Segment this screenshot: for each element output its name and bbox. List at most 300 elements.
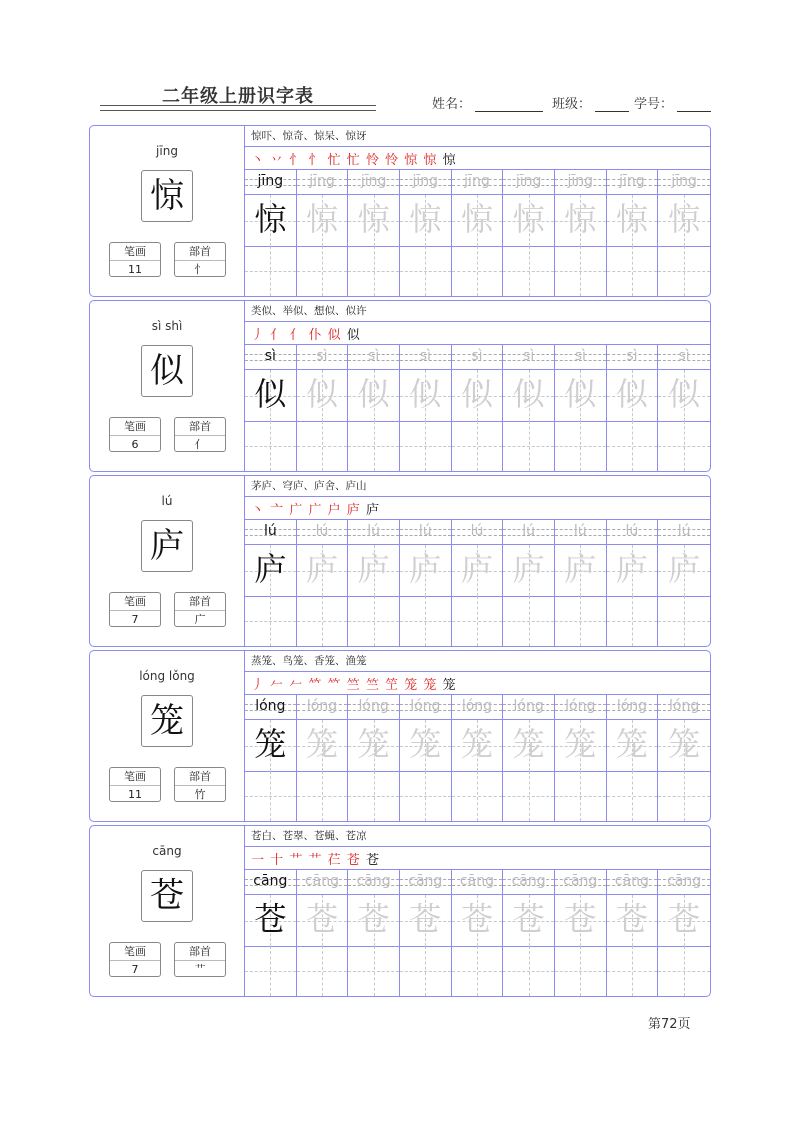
practice-cell[interactable] [297,170,349,296]
stroke-step: 忄 [308,153,323,168]
practice-cell[interactable] [297,870,349,996]
title-underline [100,105,376,111]
stroke-step: 竺 [346,678,361,693]
practice-character: 似 [564,375,597,413]
practice-character: 惊 [460,200,493,238]
practice-pinyin: jīng [464,173,490,189]
practice-pinyin: sì [471,348,483,364]
practice-panel [245,126,710,296]
practice-cell[interactable] [400,695,452,821]
main-character: 笼 [141,695,193,747]
writing-box[interactable] [452,771,503,821]
stroke-step: 怜 [385,153,400,168]
practice-cell[interactable] [297,520,349,646]
stroke-step: 庐 [346,503,361,518]
stroke-count: 7 [131,613,139,626]
stroke-step: 一 [251,853,266,868]
writing-box[interactable] [555,596,606,646]
practice-pinyin: jīng [257,173,284,189]
stroke-step: 丶 [251,503,266,518]
practice-pinyin: jīng [671,173,697,189]
stroke-count-box [109,592,161,627]
practice-character: 庐 [564,550,597,588]
radical-label: 部首 [175,943,225,961]
writing-box[interactable] [452,596,503,646]
radical-value: 亻 [194,438,206,451]
practice-character: 庐 [409,550,442,588]
practice-character: 苍 [668,900,701,938]
example-words: 茅庐、穹庐、庐舍、庐山 [251,480,367,492]
writing-box[interactable] [245,771,296,821]
radical-value: 竹 [194,788,206,801]
writing-box[interactable] [555,946,606,996]
stroke-step: 丶 [251,153,266,168]
practice-pinyin: sì [626,348,638,364]
practice-cell[interactable] [348,695,400,821]
character-info-panel [90,126,245,296]
stroke-step: 广 [308,503,323,518]
radical-label: 部首 [175,768,225,786]
class-field[interactable] [552,93,629,112]
stroke-count: 11 [128,263,142,276]
practice-pinyin: lú [677,523,691,539]
writing-box[interactable] [297,246,348,296]
writing-box[interactable] [348,246,399,296]
stroke-count: 11 [128,788,142,801]
practice-character: 庐 [460,550,493,588]
practice-cell[interactable] [658,695,710,821]
practice-cell[interactable] [297,345,349,471]
example-words: 蒸笼、鸟笼、香笼、渔笼 [251,655,367,667]
writing-box[interactable] [607,596,658,646]
pinyin-label: lóng lǒng [139,669,195,683]
stroke-step: 忙 [346,153,361,168]
stroke-step: 丷 [270,153,285,168]
practice-character: 惊 [564,200,597,238]
practice-cell[interactable] [245,520,297,646]
practice-cell[interactable] [607,870,659,996]
class-line[interactable] [595,99,629,112]
stroke-count-box [109,942,161,977]
writing-box[interactable] [297,771,348,821]
practice-grid [245,170,710,296]
writing-box[interactable] [503,596,554,646]
writing-box[interactable] [297,946,348,996]
practice-pinyin: lú [470,523,484,539]
practice-cell[interactable] [607,695,659,821]
stroke-step: 丿 [251,678,266,693]
student-id-line[interactable] [677,99,711,112]
practice-character: 苍 [512,900,545,938]
stroke-count-box [109,417,161,452]
practice-character: 惊 [512,200,545,238]
writing-box[interactable] [607,421,658,471]
stroke-step: 仆 [308,328,323,343]
writing-box[interactable] [245,596,296,646]
practice-pinyin: lú [573,523,587,539]
practice-character: 苍 [357,900,390,938]
practice-character: 苍 [564,900,597,938]
practice-character: 惊 [409,200,442,238]
stroke-step: 艹 [289,853,304,868]
practice-character: 似 [615,375,648,413]
practice-panel [245,301,710,471]
practice-character: 苍 [409,900,442,938]
name-field[interactable] [432,93,543,112]
stroke-step: 笼 [404,678,419,693]
stroke-step: 笼 [442,678,457,693]
writing-box[interactable] [400,946,451,996]
practice-pinyin: sì [419,348,431,364]
practice-pinyin: lóng [358,698,389,714]
practice-pinyin: jīng [619,173,645,189]
practice-pinyin: jīng [515,173,542,189]
practice-cell[interactable] [658,520,710,646]
writing-box[interactable] [503,771,554,821]
practice-cell[interactable] [658,345,710,471]
stroke-step: 广 [289,503,304,518]
practice-cell[interactable] [348,520,400,646]
radical-box [174,767,226,802]
stroke-step: 亠 [270,503,285,518]
stroke-step: 苍 [365,853,380,868]
stroke-step: 惊 [404,153,419,168]
practice-cell[interactable] [452,870,504,996]
writing-box[interactable] [503,946,554,996]
practice-pinyin: sì [678,348,690,364]
character-card [89,125,711,297]
practice-pinyin: cāng [253,873,288,889]
character-info-panel [90,651,245,821]
practice-cell[interactable] [503,345,555,471]
stroke-order [251,674,457,693]
character-card [89,650,711,822]
stroke-step: 艹 [308,853,323,868]
practice-cell[interactable] [452,170,504,296]
stroke-step: 𠂉 [270,678,285,693]
practice-cell[interactable] [348,345,400,471]
practice-pinyin: lóng [306,698,338,714]
name-line[interactable] [475,99,543,112]
practice-pinyin: lóng [565,698,596,714]
practice-character: 似 [305,375,338,413]
stroke-step: 竺 [365,678,380,693]
practice-pinyin: lú [418,523,432,539]
writing-box[interactable] [348,596,399,646]
practice-cell[interactable] [503,170,555,296]
practice-character: 似 [512,375,545,413]
writing-box[interactable] [400,596,451,646]
practice-character: 庐 [254,550,287,588]
main-character: 惊 [141,170,193,222]
practice-character: 笼 [615,725,648,763]
practice-pinyin: sì [368,348,380,364]
practice-character: 苍 [615,900,648,938]
practice-pinyin: cāng [304,873,339,889]
writing-box[interactable] [452,421,503,471]
practice-pinyin: cāng [667,873,702,889]
radical-label: 部首 [175,243,225,261]
stroke-order [251,499,380,518]
stroke-step: 似 [346,328,361,343]
practice-character: 似 [357,375,390,413]
main-character: 苍 [141,870,193,922]
practice-cell[interactable] [245,695,297,821]
pinyin-label: sì shì [151,319,183,333]
practice-character: 惊 [305,200,338,238]
practice-cell[interactable] [555,695,607,821]
practice-pinyin: lú [625,523,639,539]
practice-cell[interactable] [555,170,607,296]
stroke-step: 庐 [365,503,380,518]
practice-pinyin: lú [263,523,277,539]
radical-box [174,592,226,627]
writing-box[interactable] [555,771,606,821]
practice-character: 笼 [668,725,701,763]
practice-pinyin: sì [316,348,328,364]
stroke-count-box [109,242,161,277]
practice-character: 笼 [305,725,338,763]
practice-grid [245,870,710,996]
practice-character: 似 [409,375,442,413]
stroke-step: 笁 [385,678,400,693]
practice-cell[interactable] [297,695,349,821]
practice-panel [245,826,710,996]
writing-box[interactable] [658,246,710,296]
stroke-step: 𥫗 [308,678,323,693]
writing-box[interactable] [658,946,710,996]
stroke-label: 笔画 [110,943,160,961]
practice-cell[interactable] [555,345,607,471]
practice-cell[interactable] [607,520,659,646]
stroke-step: 𠂉 [289,678,304,693]
stroke-step: 忙 [327,153,342,168]
practice-character: 似 [668,375,701,413]
practice-character: 似 [254,375,287,413]
stroke-step: 亻 [270,328,285,343]
stroke-step: 笼 [423,678,438,693]
pinyin-label: jīng [156,144,178,158]
character-info-panel [90,476,245,646]
stroke-step: 十 [270,853,285,868]
practice-pinyin: lóng [616,698,648,714]
practice-cell[interactable] [658,870,710,996]
practice-cell[interactable] [245,870,297,996]
writing-box[interactable] [658,771,710,821]
practice-character: 苍 [305,900,338,938]
writing-box[interactable] [348,421,399,471]
stroke-label: 笔画 [110,768,160,786]
page-title: 二年级上册识字表 [162,86,314,107]
character-card [89,475,711,647]
practice-cell[interactable] [245,170,297,296]
practice-pinyin: sì [264,348,276,364]
practice-character: 似 [460,375,493,413]
radical-box [174,942,226,977]
practice-pinyin: sì [523,348,535,364]
stroke-count: 7 [131,963,139,976]
practice-cell[interactable] [555,520,607,646]
practice-character: 庐 [357,550,390,588]
radical-value: 忄 [194,263,206,276]
radical-label: 部首 [175,418,225,436]
stroke-step: 似 [327,328,342,343]
practice-grid [245,345,710,471]
writing-box[interactable] [452,246,503,296]
character-info-panel [90,826,245,996]
example-words: 苍白、苍翠、苍蝇、苍凉 [251,830,367,842]
practice-character: 惊 [357,200,390,238]
practice-pinyin: cāng [356,873,391,889]
practice-grid [245,520,710,646]
writing-box[interactable] [400,771,451,821]
writing-box[interactable] [658,421,710,471]
practice-cell[interactable] [503,520,555,646]
practice-panel [245,476,710,646]
practice-character: 苍 [460,900,493,938]
writing-box[interactable] [555,246,606,296]
practice-character: 笼 [409,725,442,763]
writing-box[interactable] [503,246,554,296]
practice-panel [245,651,710,821]
stroke-order [251,324,361,343]
writing-box[interactable] [348,946,399,996]
stroke-step: 芢 [327,853,342,868]
practice-character: 庐 [615,550,648,588]
practice-character: 惊 [254,200,287,238]
writing-box[interactable] [607,246,658,296]
stroke-step: 亻 [289,328,304,343]
student-id-field[interactable] [634,93,711,112]
writing-box[interactable] [503,421,554,471]
practice-cell[interactable] [348,170,400,296]
practice-cell[interactable] [452,695,504,821]
writing-box[interactable] [297,421,348,471]
practice-pinyin: jīng [412,173,439,189]
practice-cell[interactable] [245,345,297,471]
practice-cell[interactable] [607,170,659,296]
practice-cell[interactable] [400,520,452,646]
class-label: 班级： [552,97,592,112]
practice-cell[interactable] [400,345,452,471]
writing-box[interactable] [245,421,296,471]
stroke-order [251,149,457,168]
practice-pinyin: lú [367,523,381,539]
stroke-step: 户 [327,503,342,518]
practice-grid [245,695,710,821]
character-info-panel [90,301,245,471]
practice-cell[interactable] [452,345,504,471]
pinyin-label: cāng [152,844,182,858]
practice-cell[interactable] [348,870,400,996]
practice-character: 惊 [615,200,648,238]
practice-pinyin: lóng [255,698,286,714]
practice-cell[interactable] [658,170,710,296]
practice-pinyin: cāng [408,873,443,889]
student-id-label: 学号： [634,97,674,112]
writing-box[interactable] [297,596,348,646]
stroke-step: 忄 [289,153,304,168]
writing-box[interactable] [607,946,658,996]
practice-pinyin: jīng [567,173,594,189]
practice-pinyin: cāng [459,873,494,889]
practice-pinyin: jīng [309,173,335,189]
stroke-label: 笔画 [110,243,160,261]
practice-character: 笼 [357,725,390,763]
writing-box[interactable] [452,946,503,996]
practice-character: 庐 [305,550,338,588]
character-card [89,825,711,997]
radical-value: 广 [194,613,206,626]
practice-cell[interactable] [400,170,452,296]
radical-box [174,417,226,452]
writing-box[interactable] [245,246,296,296]
page-number: 第72页 [648,1017,691,1032]
stroke-step: 苍 [346,853,361,868]
practice-cell[interactable] [503,870,555,996]
practice-cell[interactable] [555,870,607,996]
main-character: 似 [141,345,193,397]
stroke-step: 惊 [442,153,457,168]
practice-pinyin: cāng [614,873,649,889]
practice-pinyin: lóng [668,698,700,714]
stroke-step: 惊 [423,153,438,168]
practice-character: 笼 [512,725,545,763]
practice-character: 笼 [460,725,493,763]
practice-pinyin: cāng [511,873,546,889]
practice-pinyin: lú [522,523,535,539]
writing-box[interactable] [555,421,606,471]
radical-label: 部首 [175,593,225,611]
writing-box[interactable] [348,771,399,821]
practice-pinyin: lóng [513,698,544,714]
practice-character: 惊 [668,200,701,238]
practice-cell[interactable] [503,695,555,821]
practice-cell[interactable] [400,870,452,996]
main-character: 庐 [141,520,193,572]
writing-box[interactable] [607,771,658,821]
practice-pinyin: lú [315,523,329,539]
practice-cell[interactable] [607,345,659,471]
writing-box[interactable] [400,246,451,296]
character-card [89,300,711,472]
stroke-label: 笔画 [110,418,160,436]
practice-character: 苍 [254,900,287,938]
stroke-step: 怜 [365,153,380,168]
practice-cell[interactable] [452,520,504,646]
practice-pinyin: lóng [461,698,493,714]
practice-character: 笼 [254,725,287,763]
radical-box [174,242,226,277]
pinyin-label: lú [161,494,173,508]
writing-box[interactable] [400,421,451,471]
stroke-label: 笔画 [110,593,160,611]
practice-pinyin: jīng [360,173,387,189]
practice-pinyin: lóng [410,698,441,714]
writing-box[interactable] [658,596,710,646]
stroke-count: 6 [131,438,139,451]
practice-pinyin: cāng [563,873,598,889]
practice-pinyin: sì [574,348,586,364]
writing-box[interactable] [245,946,296,996]
stroke-count-box [109,767,161,802]
example-words: 惊吓、惊奇、惊呆、惊讶 [251,130,367,142]
practice-character: 庐 [668,550,701,588]
example-words: 类似、举似、想似、似许 [251,305,367,317]
stroke-step: 𥫗 [327,678,342,693]
stroke-step: 丿 [251,328,266,343]
practice-character: 笼 [564,725,597,763]
